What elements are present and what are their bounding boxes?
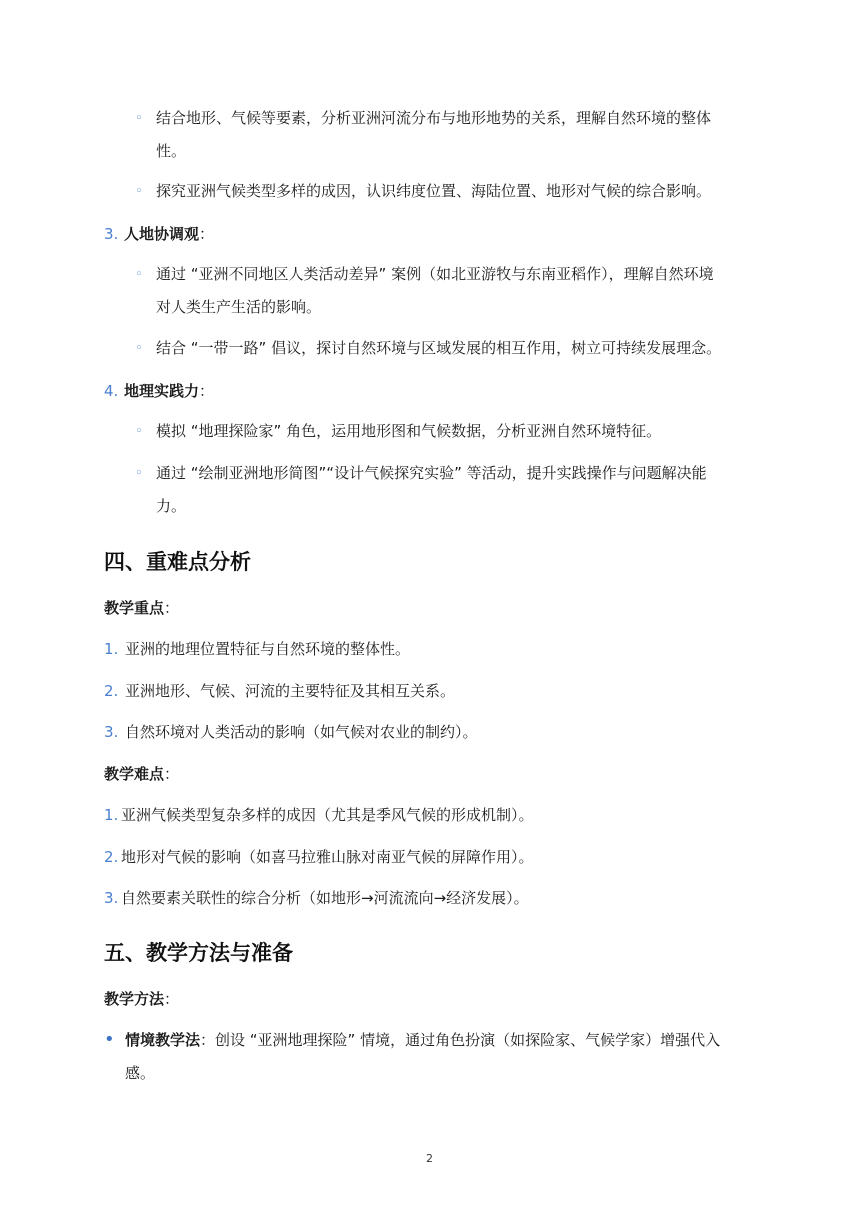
list-item-text: 结合 “一带一路” 倡议，探讨自然环境与区域发展的相互作用，树立可持续发展理念。 (156, 339, 722, 357)
method-title: 情境教学法 (125, 1031, 201, 1049)
point-heading (124, 381, 214, 401)
list-item-text: 亚洲地形、气候、河流的主要特征及其相互关系。 (125, 682, 456, 700)
colon: ： (199, 382, 215, 400)
colon: ： (164, 599, 180, 617)
point-heading (124, 224, 214, 244)
list-number: 3. (104, 889, 119, 907)
colon: ： (164, 765, 180, 783)
colon: ： (164, 990, 180, 1008)
list-item-text: 地形对气候的影响（如喜马拉雅山脉对南亚气候的屏障作用）。 (121, 848, 534, 866)
section-heading: 五、教学方法与准备 (104, 941, 293, 965)
list-item-text: 感。 (125, 1064, 156, 1082)
colon: ： (199, 225, 215, 243)
list-number: 1. (104, 640, 119, 658)
bullet-icon: • (104, 1029, 115, 1050)
list-item-text: 结合地形、气候等要素，分析亚洲河流分布与地形地势的关系，理解自然环境的整体 (156, 109, 712, 127)
list-number: 1. (104, 806, 119, 824)
list-marker-icon: ◦ (135, 341, 143, 356)
subheading (104, 598, 179, 618)
list-marker-icon: ◦ (135, 267, 143, 282)
list-item-text: 力。 (156, 497, 187, 515)
list-marker-icon: ◦ (135, 111, 143, 126)
list-marker-icon: ◦ (135, 466, 143, 481)
list-item-text: 通过 “亚洲不同地区人类活动差异” 案例（如北亚游牧与东南亚稻作），理解自然环境 (156, 265, 714, 283)
list-number: 2. (104, 682, 119, 700)
page-number: 2 (426, 1152, 433, 1165)
subheading (104, 989, 179, 1009)
list-marker-icon: ◦ (135, 184, 143, 199)
list-number: 2. (104, 848, 119, 866)
list-item-text: 亚洲的地理位置特征与自然环境的整体性。 (125, 640, 411, 658)
list-number: 3. (104, 723, 119, 741)
point-title: 人地协调观 (124, 225, 200, 243)
list-item-text: 模拟 “地理探险家” 角色，运用地形图和气候数据，分析亚洲自然环境特征。 (156, 422, 662, 440)
subheading (104, 764, 179, 784)
list-item-text (125, 1030, 720, 1050)
list-number: 4. (104, 382, 119, 400)
list-item-text: 探究亚洲气候类型多样的成因，认识纬度位置、海陆位置、地形对气候的综合影响。 (156, 182, 712, 200)
list-item-text: 性。 (156, 142, 187, 160)
list-item-text: 自然环境对人类活动的影响（如气候对农业的制约）。 (125, 723, 478, 741)
list-item-text: 对人类生产生活的影响。 (156, 298, 322, 316)
subheading-label: 教学难点 (104, 765, 165, 783)
list-marker-icon: ◦ (135, 424, 143, 439)
subheading-label: 教学方法 (104, 990, 165, 1008)
section-heading: 四、重难点分析 (104, 550, 251, 574)
list-item-text: 通过 “绘制亚洲地形简图”“设计气候探究实验” 等活动，提升实践操作与问题解决能 (156, 464, 707, 482)
list-item-text: 自然要素关联性的综合分析（如地形→河流流向→经济发展）。 (121, 889, 529, 907)
subheading-label: 教学重点 (104, 599, 165, 617)
list-number: 3. (104, 225, 119, 243)
list-item-text: 亚洲气候类型复杂多样的成因（尤其是季风气候的形成机制）。 (121, 806, 534, 824)
point-title: 地理实践力 (124, 382, 200, 400)
method-description: ：创设 “亚洲地理探险” 情境，通过角色扮演（如探险家、气候学家）增强代入 (200, 1031, 721, 1049)
